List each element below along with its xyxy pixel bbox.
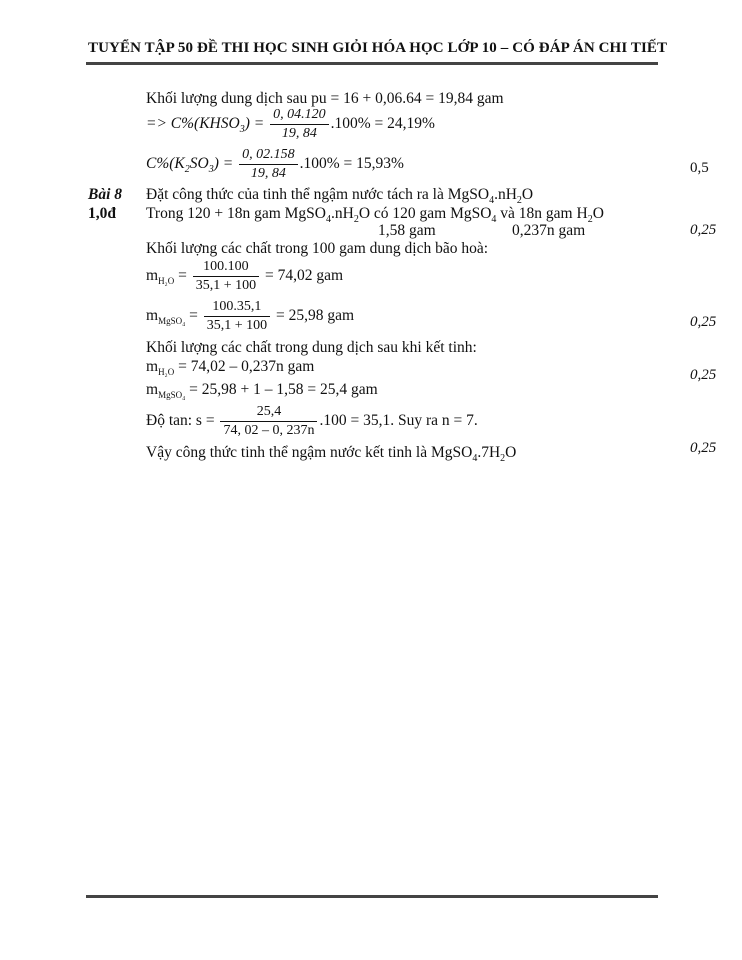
conclusion-line: Vậy công thức tinh thể ngậm nước kết tinh là $MgSO_4.7H_2O$	[146, 444, 517, 465]
score-2: 0,25	[690, 314, 717, 330]
ratio-h2o: 0,237n gam	[512, 222, 586, 239]
score-4: 0,25	[690, 440, 717, 456]
problem-label: Bài 8	[88, 186, 123, 203]
saturated-mass-title: Khối lượng các chất trong 100 gam dung dịch bão hoà:	[146, 240, 489, 257]
m-mgso4-formula: $m_{MgSO_4}$ = $\frac{100.35,1}{35,1 + 100}$ = 25,98 gam	[146, 299, 355, 333]
score-3: 0,25	[690, 367, 717, 383]
m-h2o-fraction: $\frac{100.100}{35,1 + 100}$	[193, 259, 259, 294]
ratio-mgso4: 1,58 gam	[378, 222, 436, 239]
header-rule	[86, 62, 658, 65]
score-prev: 0,5	[690, 160, 709, 176]
khso3-formula: => $C\%(KHSO_3)$ = $\frac{0, 04.120}{19, 84}$ .100% = 24,19%	[146, 107, 435, 141]
score-1: 0,25	[690, 222, 717, 238]
footer-rule	[86, 895, 658, 898]
mass-solution-line: Khối lượng dung dịch sau pu = 16 + 0,06.64 = 19,84 gam	[146, 90, 504, 107]
m-mgso4-fraction: $\frac{100.35,1}{35,1 + 100}$	[204, 299, 270, 334]
solubility-formula: Độ tan: s = $\frac{25,4}{74, 02 - 0, 237n}$ .100 = 35,1. Suy ra n = 7.	[146, 404, 478, 438]
crystal-formula-line: Đặt công thức của tinh thể ngậm nước tách ra là $MgSO_4.nH_2O$	[146, 186, 534, 207]
after-m-mgso4: $m_{MgSO_4} = 25,98 + 1 - 1,58 = 25,4$ gam	[146, 381, 378, 401]
after-crystal-title: Khối lượng các chất trong dung dịch sau khi kết tinh:	[146, 339, 477, 356]
k2so3-formula: $C\%(K_2SO_3)$ = $\frac{0, 02.158}{19, 84}$ .100% = 15,93%	[146, 147, 404, 181]
after-m-h2o: $m_{H_2O} = 74,02 - 0,237n$ gam	[146, 358, 315, 378]
problem-points: 1,0đ	[88, 205, 116, 222]
composition-line: Trong 120 + 18n gam $MgSO_4.nH_2O$ có 120 gam MgSO$_4$ và 18n gam $H_2O$	[146, 205, 604, 226]
page-header-title: TUYỂN TẬP 50 ĐỀ THI HỌC SINH GIỎI HÓA HỌC LỚP 10 – CÓ ĐÁP ÁN CHI TIẾT	[88, 40, 668, 56]
k2so3-fraction: $\frac{0, 02.158}{19, 84}$	[239, 147, 298, 182]
m-h2o-formula: $m_{H_2O}$ = $\frac{100.100}{35,1 + 100}$ = 74,02 gam	[146, 259, 344, 293]
khso3-fraction: $\frac{0, 04.120}{19, 84}$	[270, 107, 329, 142]
solubility-fraction: $\frac{25,4}{74, 02 - 0, 237n}$	[220, 404, 317, 439]
